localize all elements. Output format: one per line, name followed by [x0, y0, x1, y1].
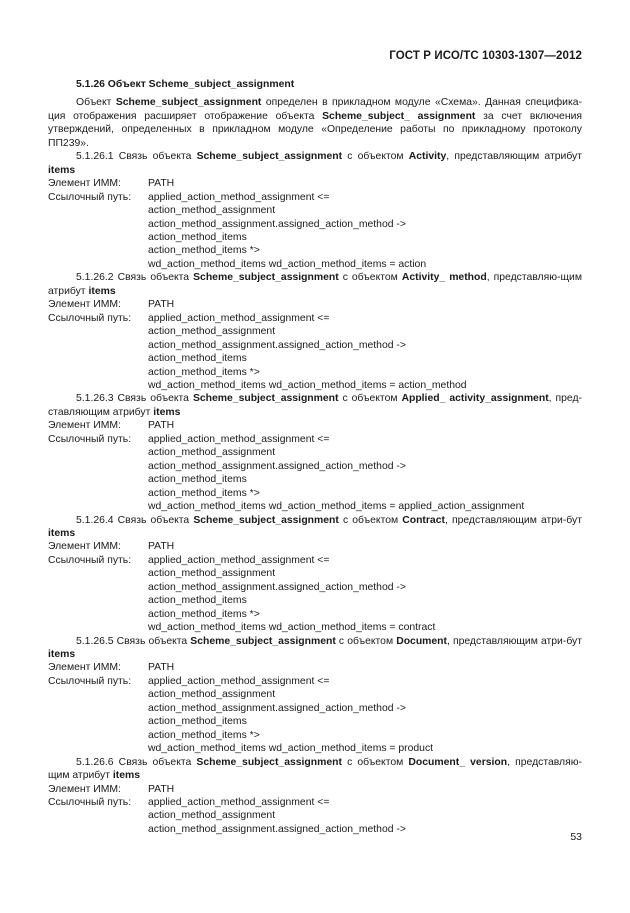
relation-mid: с объектом: [335, 635, 397, 647]
relation-block: [48, 514, 582, 635]
relation-attr: items: [153, 406, 181, 418]
reference-path-line: applied_action_method_assignment <=: [148, 675, 330, 687]
imm-label: Элемент ИММ:: [48, 662, 121, 674]
intro-bold-2: Scheme_subject_ assignment: [322, 110, 476, 122]
reference-path-line: wd_action_method_items wd_action_method_items = action_method: [148, 379, 467, 391]
page-content: [48, 78, 582, 836]
reference-path-line: action_method_items *>: [148, 608, 260, 620]
intro-text-3: за счет включения утверждений, определенных в прикладном модуле «Определение работы по прикладному протоколу ПП239».: [48, 110, 583, 149]
intro-bold-1: Scheme_subject_assignment: [115, 97, 262, 109]
relation-target: Contract: [402, 514, 445, 526]
relation-pre: 5.1.26.4 Связь объекта: [76, 514, 194, 526]
reference-path-row: [48, 796, 582, 809]
relation-heading: [48, 635, 582, 662]
reference-path-line: action_method_assignment.assigned_action_method ->: [148, 218, 406, 230]
relation-attr: items: [48, 164, 76, 176]
reference-path-line: action_method_items: [148, 595, 247, 607]
imm-label: Элемент ИММ:: [48, 420, 121, 432]
relation-obj: Scheme_subject_assignment: [193, 514, 339, 526]
reference-path-row: [48, 433, 582, 446]
relation-post: , представляющим атри-бут: [444, 514, 582, 526]
relation-mid: с объектом: [338, 514, 403, 526]
imm-value: PATH: [148, 299, 175, 311]
relation-attr: items: [48, 649, 76, 661]
relation-obj: Scheme_subject_assignment: [192, 393, 339, 405]
intro-text-1: Объект: [76, 97, 116, 109]
reference-path-line: action_method_assignment: [148, 326, 276, 338]
imm-element-row: [48, 661, 582, 674]
reference-path-label: Ссылочный путь:: [48, 554, 132, 566]
relation-block: [48, 756, 582, 837]
imm-element-row: [48, 783, 582, 796]
relation-post: , представляющим атри-бут: [447, 635, 582, 647]
section-intro: [48, 96, 582, 150]
relation-target: Document: [396, 635, 447, 647]
relation-pre: 5.1.26.2 Связь объекта: [76, 272, 194, 284]
reference-path-line: action_method_items *>: [148, 487, 260, 499]
reference-path-label: Ссылочный путь:: [48, 797, 132, 809]
relation-attr: items: [48, 527, 76, 539]
reference-path-row: [48, 312, 582, 325]
reference-path-line: wd_action_method_items wd_action_method_items = contract: [148, 622, 436, 634]
relation-block: [48, 392, 582, 513]
imm-label: Элемент ИММ:: [48, 299, 121, 311]
relation-heading: [48, 756, 582, 783]
reference-path-label: Ссылочный путь:: [48, 433, 132, 445]
reference-path-label: Ссылочный путь:: [48, 675, 132, 687]
reference-path-line: action_method_assignment.assigned_action_method ->: [148, 339, 406, 351]
relation-obj: Scheme_subject_assignment: [196, 756, 342, 768]
reference-path-row: [48, 675, 582, 688]
relation-post: , пред-ставляющим атрибут: [48, 393, 582, 418]
relation-target: Activity_ method: [401, 272, 487, 284]
imm-value: PATH: [148, 783, 175, 795]
relation-attr: items: [112, 770, 140, 782]
imm-label: Элемент ИММ:: [48, 178, 121, 190]
relation-target: Applied_ activity_assignment: [401, 393, 549, 405]
relation-heading: [48, 392, 582, 419]
reference-path-line: action_method_assignment: [148, 689, 276, 701]
reference-path-line: action_method_items: [148, 353, 247, 365]
relation-block: [48, 271, 582, 392]
reference-path-line: action_method_assignment: [148, 205, 276, 217]
reference-path-line: action_method_items *>: [148, 366, 260, 378]
relation-target: Document_ version: [408, 756, 508, 768]
reference-path-line: wd_action_method_items wd_action_method_items = action: [148, 258, 427, 270]
imm-label: Элемент ИММ:: [48, 541, 121, 553]
relation-attr: items: [88, 285, 116, 297]
relation-mid: с объектом: [342, 151, 409, 163]
relation-obj: Scheme_subject_assignment: [196, 151, 343, 163]
relation-post: , представляющим атрибут: [446, 151, 582, 163]
relation-mid: с объектом: [338, 393, 402, 405]
reference-path-line: action_method_assignment: [148, 568, 276, 580]
relation-target: Activity: [408, 151, 447, 163]
imm-element-row: [48, 298, 582, 311]
imm-value: PATH: [148, 420, 175, 432]
imm-value: PATH: [148, 178, 175, 190]
imm-element-row: [48, 540, 582, 553]
reference-path-line: action_method_assignment.assigned_action_method ->: [148, 460, 406, 472]
section-title: 5.1.26 Объект Scheme_subject_assignment: [76, 79, 295, 90]
relation-heading: [48, 271, 582, 298]
reference-path-line: action_method_items: [148, 474, 247, 486]
reference-path-line: action_method_assignment.assigned_action_method ->: [148, 702, 406, 714]
reference-path-line: action_method_items *>: [148, 245, 260, 257]
imm-value: PATH: [148, 541, 175, 553]
page-number: 53: [570, 831, 582, 843]
reference-path-label: Ссылочный путь:: [48, 312, 132, 324]
reference-path-row: [48, 191, 582, 204]
reference-path-line: action_method_items *>: [148, 729, 260, 741]
standard-header: ГОСТ Р ИСО/ТС 10303-1307—2012: [389, 50, 582, 62]
reference-path-line: wd_action_method_items wd_action_method_items = product: [148, 743, 434, 755]
reference-path-line: action_method_items: [148, 716, 247, 728]
relation-post: , представляю-щим атрибут: [48, 272, 582, 297]
reference-path-line: action_method_items: [148, 231, 247, 243]
relation-mid: с объектом: [341, 756, 409, 768]
relation-heading: [48, 150, 582, 177]
reference-path-line: wd_action_method_items wd_action_method_items = applied_action_assignment: [148, 501, 525, 513]
relation-obj: Scheme_subject_assignment: [193, 272, 339, 284]
relation-pre: 5.1.26.5 Связь объекта: [76, 635, 191, 647]
relation-pre: 5.1.26.1 Связь объекта: [76, 151, 197, 163]
relation-heading: [48, 514, 582, 541]
relation-pre: 5.1.26.3 Связь объекта: [76, 393, 193, 405]
relation-post: , представляю-щим атрибут: [48, 756, 582, 782]
reference-path-line: applied_action_method_assignment <=: [148, 797, 330, 809]
reference-path-row: [48, 554, 582, 567]
reference-path-line: applied_action_method_assignment <=: [148, 433, 330, 445]
relation-mid: с объектом: [338, 272, 402, 284]
imm-element-row: [48, 419, 582, 432]
intro-text-2: определен в прикладном модуле «Схема». Данная специфика-ция отображения расширяет отображение объекта: [48, 97, 582, 122]
reference-path-label: Ссылочный путь:: [48, 191, 132, 203]
reference-path-line: action_method_assignment.assigned_action_method ->: [148, 823, 406, 835]
relation-obj: Scheme_subject_assignment: [190, 635, 336, 647]
reference-path-line: applied_action_method_assignment <=: [148, 191, 330, 203]
reference-path-line: action_method_assignment: [148, 447, 276, 459]
reference-path-line: action_method_assignment: [148, 810, 276, 822]
relation-block: [48, 635, 582, 756]
imm-label: Элемент ИММ:: [48, 783, 121, 795]
relations-list: [48, 150, 582, 836]
reference-path-line: action_method_assignment.assigned_action_method ->: [148, 581, 406, 593]
reference-path-line: applied_action_method_assignment <=: [148, 312, 330, 324]
imm-value: PATH: [148, 662, 175, 674]
relation-block: [48, 150, 582, 271]
reference-path-line: applied_action_method_assignment <=: [148, 554, 330, 566]
imm-element-row: [48, 177, 582, 190]
relation-pre: 5.1.26.6 Связь объекта: [76, 756, 197, 768]
